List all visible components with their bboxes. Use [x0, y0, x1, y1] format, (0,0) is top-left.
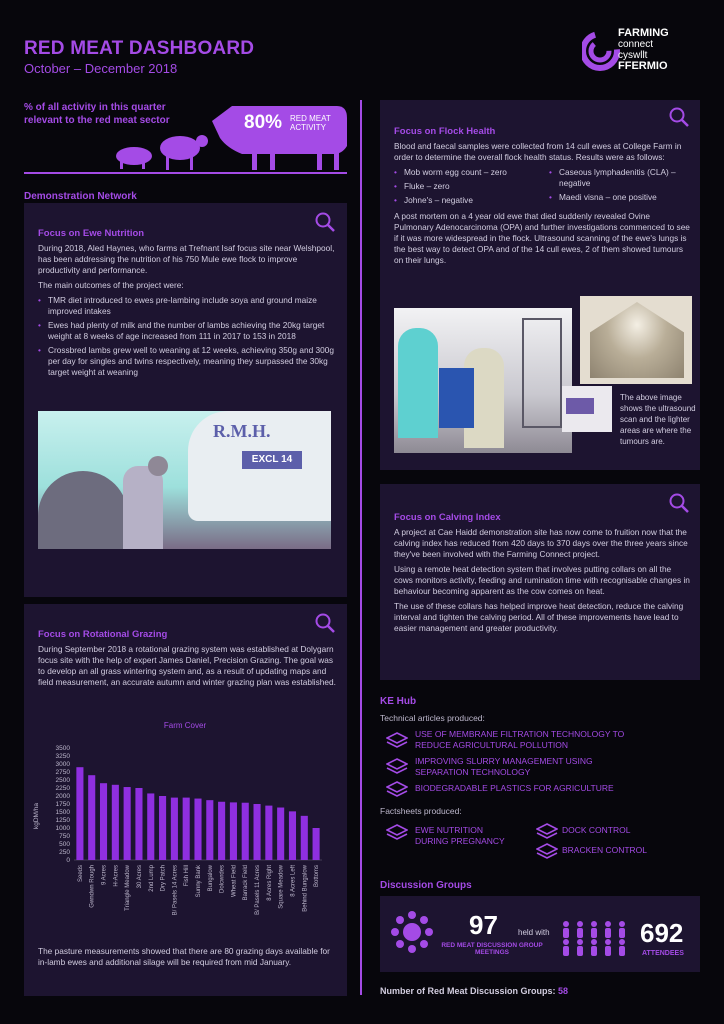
groups-count-label: Number of Red Meat Discussion Groups: — [380, 986, 556, 996]
bar — [100, 783, 107, 860]
calving-index-p3: The use of these collars has helped improve heat detection, reduce the calving interval and tighten the calving period. All of these improvements have lead to easier management and greater productivity. — [394, 601, 684, 633]
y-tick-label: 1250 — [55, 817, 70, 824]
x-tick-label: Bungalow — [207, 865, 214, 892]
y-tick-label: 1750 — [55, 801, 70, 808]
rotational-grazing-footer: The pasture measurements showed that there are 80 grazing days available for in-lamb ewes and additional silage will be required from mid January. — [38, 946, 330, 967]
photo-text-excl: EXCL 14 — [242, 451, 302, 469]
x-tick-label: Behind Bungalow — [302, 865, 309, 912]
meetings-label: RED MEAT DISCUSSION GROUP MEETINGS — [441, 942, 543, 956]
farm-cover-chart — [30, 712, 340, 934]
bar — [112, 785, 119, 860]
bar — [206, 800, 213, 860]
x-tick-label: Wheat Field — [231, 865, 238, 898]
factsheets-label: Factsheets produced: — [380, 806, 462, 816]
ultrasound-caption: The above image shows the ultrasound scan and the lighter areas are where the tumours are. — [620, 393, 696, 446]
ewe-nutrition-title: Focus on Ewe Nutrition — [38, 228, 145, 239]
list-item: • Fluke – zero — [394, 181, 539, 192]
section-ke-hub: KE Hub — [380, 696, 417, 707]
bar — [147, 793, 154, 860]
bar — [218, 802, 225, 860]
activity-label: % of all activity in this quarter relevant to the red meat sector — [24, 102, 170, 126]
x-tick-label: Triangle Meadow — [125, 865, 132, 911]
ultrasound-scan-image — [580, 296, 692, 384]
bar — [289, 811, 296, 860]
attendees-label: ATTENDEES — [642, 950, 684, 957]
list-item: • Maedi visna – one positive — [549, 192, 689, 203]
list-item: • Ewes had plenty of milk and the number of lambs achieving the 20kg target weight at 8 weeks of age increased from 111 in 2017 to 153 in 2018 — [38, 320, 338, 342]
discussion-groups-panel — [380, 896, 700, 972]
bar — [135, 788, 142, 860]
chart-title: Farm Cover — [163, 721, 207, 730]
list-item: • Johne's – negative — [394, 195, 539, 206]
y-tick-label: 2000 — [55, 793, 70, 800]
flock-health-results-right — [549, 167, 689, 209]
list-item: • TMR diet introduced to ewes pre-lambing include soya and ground maize improved intakes — [38, 295, 338, 317]
stack-icon — [386, 732, 408, 750]
stack-icon — [386, 824, 408, 842]
y-tick-label: 3000 — [55, 761, 70, 768]
x-tick-label: Barrack Field — [243, 865, 250, 901]
calving-index-p2: Using a remote heat detection system that involves putting collars on all the cows monitors activity, feeding and rumination time with recognisable changes in behaviour becoming apparent as the cow comes on heat. — [394, 564, 690, 596]
flock-health-text: A post mortem on a 4 year old ewe that died suddenly revealed Ovine Pulmonary Adenocarcinoma (OPA) and further investigations commenced to see if it was more widespread in the flock. Ultrasound scanning of the ewe's lungs is the best way to detect OPA and of the 14 cull ewes, 2 of them showed tumours on their lungs. — [394, 211, 690, 265]
column-divider — [360, 100, 362, 995]
y-tick-label: 0 — [66, 857, 70, 864]
bar — [183, 798, 190, 860]
x-tick-label: B/ Pasels 14 Acres — [172, 865, 179, 916]
activity-label-line1: RED MEAT — [290, 114, 331, 123]
flock-health-results-left — [394, 167, 539, 209]
y-tick-label: 2500 — [55, 777, 70, 784]
ewe-nutrition-bullets — [38, 295, 338, 378]
flock-health-title: Focus on Flock Health — [394, 126, 496, 137]
y-tick-label: 500 — [59, 841, 70, 848]
factsheet-link[interactable]: BRACKEN CONTROL — [562, 845, 648, 855]
stack-icon — [536, 823, 558, 841]
bar — [230, 802, 237, 860]
logo-text — [618, 28, 669, 72]
x-tick-label: Dry Patch — [160, 865, 167, 892]
search-icon[interactable] — [668, 106, 690, 128]
page-subtitle: October – December 2018 — [24, 61, 178, 76]
flock-health-intro: Blood and faecal samples were collected from 14 cull ewes at College Farm in order to determine the overall flock health status. Results were as follows: — [394, 141, 682, 162]
technical-articles-label: Technical articles produced: — [380, 713, 485, 723]
meetings-count: 97 — [469, 910, 498, 940]
groups-count-value: 58 — [558, 986, 569, 996]
bar — [124, 787, 131, 860]
bar — [313, 828, 320, 860]
bar — [301, 816, 308, 860]
y-tick-label: 3500 — [55, 745, 70, 752]
x-tick-label: Dolcwrdes — [219, 865, 226, 894]
calving-index-panel — [380, 484, 700, 680]
y-tick-label: 2250 — [55, 785, 70, 792]
logo-line4: FFERMIO — [618, 60, 668, 72]
livestock-icon — [112, 96, 352, 176]
y-tick-label: 1500 — [55, 809, 70, 816]
chart-ylabel: kgDM/ha — [33, 802, 40, 830]
x-tick-label: Square Meadow — [278, 865, 285, 909]
ewe-nutrition-intro: During 2018, Aled Haynes, who farms at Trefnant Isaf focus site near Welshpool, has been addressing the nutrition of his 750 Mule ewe flock to improve productivity and performance. — [38, 243, 335, 275]
stack-icon — [386, 758, 408, 776]
x-tick-label: B/ Pasels 11 Acres — [255, 865, 262, 915]
section-discussion-groups: Discussion Groups — [380, 880, 472, 891]
ultrasound-device-image — [562, 386, 612, 432]
activity-percent-label — [290, 114, 331, 132]
search-icon[interactable] — [668, 492, 690, 514]
bar — [171, 798, 178, 860]
factsheet-link[interactable]: DOCK CONTROL — [562, 825, 631, 835]
logo-line1: FARMING — [618, 27, 669, 39]
bar — [277, 808, 284, 860]
x-tick-label: Sunny Bank — [196, 865, 202, 898]
bar — [88, 775, 95, 860]
x-tick-label: Seeds — [77, 865, 84, 883]
held-with-label: held with — [518, 928, 550, 937]
attendees-count: 692 — [640, 918, 684, 948]
bar — [76, 767, 83, 860]
bar — [242, 803, 249, 860]
y-tick-label: 1000 — [55, 825, 70, 832]
y-tick-label: 3250 — [55, 753, 70, 760]
list-item: • Caseous lymphadenitis (CLA) – negative — [549, 167, 689, 189]
ewe-nutrition-outcomes-label: The main outcomes of the project were: — [38, 280, 184, 290]
logo-line2: connect — [618, 39, 654, 50]
page-title: RED MEAT DASHBOARD — [24, 38, 255, 59]
rotational-grazing-text: During September 2018 a rotational grazing system was established at Dolygarn focus site with the help of expert James Daniel, Precision Grazing. The goal was to develop an all grass wintering system and, as a result of updating maps and field measurement, an accurate autumn and winter grazing plan was established. — [38, 644, 336, 687]
activity-label-line2: ACTIVITY — [290, 123, 327, 132]
x-tick-label: Gwndwn Rough — [89, 865, 96, 908]
x-tick-label: Bottoms — [314, 865, 321, 888]
bar — [194, 799, 201, 860]
divider — [24, 172, 347, 174]
x-tick-label: Fish Hill — [184, 865, 191, 887]
group-network-icon — [390, 910, 434, 954]
photo-text-rmh: R.M.H. — [213, 421, 271, 441]
calving-index-p1: A project at Cae Haidd demonstration site has now come to fruition now that the calving index has reduced from 420 days to 370 days over the three years since they've been involved with the Farming Connect project. — [394, 527, 688, 559]
list-item: • Mob worm egg count – zero — [394, 167, 539, 178]
bar — [159, 796, 166, 860]
search-icon[interactable] — [314, 211, 336, 233]
ewe-nutrition-photo — [38, 411, 331, 549]
x-tick-label: H-Acres — [113, 865, 120, 887]
y-tick-label: 2750 — [55, 769, 70, 776]
logo-line3: cyswllt — [618, 50, 648, 61]
section-demonstration-network: Demonstration Network — [24, 191, 137, 202]
activity-percent: 80% — [244, 112, 283, 133]
x-tick-label: 8 Acres Right — [266, 865, 273, 901]
x-tick-label: 30 Acres — [136, 865, 143, 889]
calving-index-title: Focus on Calving Index — [394, 512, 501, 523]
factsheet-link[interactable]: EWE NUTRITION DURING PREGNANCY — [415, 825, 505, 846]
stack-icon — [536, 843, 558, 861]
bar — [265, 806, 272, 860]
x-tick-label: 2nd Lump — [148, 865, 155, 892]
technical-article-link[interactable]: USE OF MEMBRANE FILTRATION TECHNOLOGY TO REDUCE AGRICULTURAL POLLUTION — [415, 729, 625, 750]
discussion-groups-count — [380, 986, 568, 996]
rotational-grazing-title: Focus on Rotational Grazing — [38, 629, 168, 640]
search-icon[interactable] — [314, 612, 336, 634]
stack-icon — [386, 781, 408, 799]
technical-article-link[interactable]: BIODEGRADABLE PLASTICS FOR AGRICULTURE — [415, 783, 614, 793]
y-tick-label: 750 — [59, 833, 70, 840]
y-tick-label: 250 — [59, 849, 70, 856]
bar — [254, 804, 261, 860]
flock-health-photo — [394, 308, 572, 453]
technical-article-link[interactable]: IMPROVING SLURRY MANAGEMENT USING SEPARATION TECHNOLOGY — [415, 756, 593, 777]
x-tick-label: 9 Acres — [101, 865, 108, 886]
people-icon — [560, 920, 636, 956]
list-item: • Crossbred lambs grew well to weaning at 12 weeks, achieving 350g and 300g per day for singles and twins respectively, meaning they surpassed the 30kg target weight at weaning — [38, 345, 338, 378]
x-tick-label: 8 Acres Left — [290, 865, 297, 897]
